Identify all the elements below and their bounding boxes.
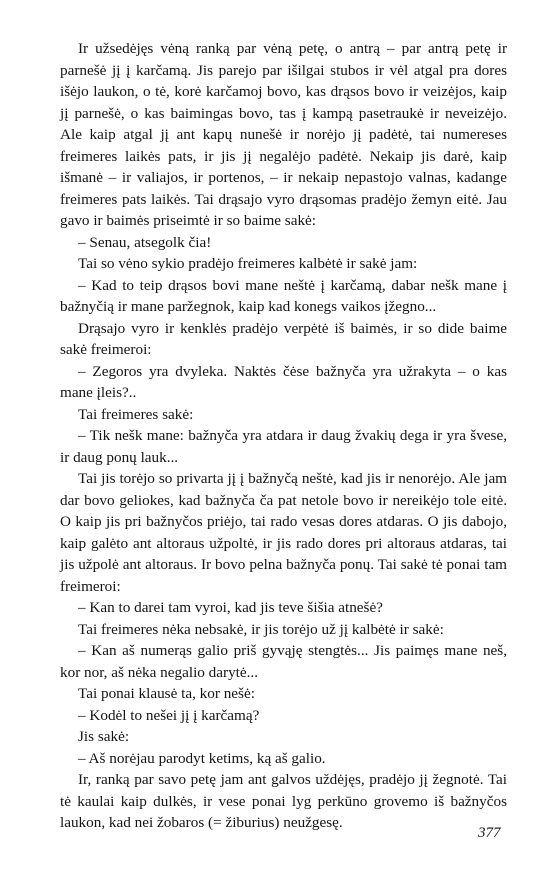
paragraph-8: – Tik nešk mane: bažnyča yra atdara ir daug žvakių dega ir yra švese, ir daug ponų lauk... [60,427,507,466]
paragraph-7: Tai freimeres sakė: [78,405,194,423]
page-number: 377 [478,825,501,841]
paragraph-15: Jis sakė: [78,728,130,745]
paragraph-17: Ir, ranką par savo petę jam ant galvos uždėjęs, pradėjo jį žegnotė. Tai tė kaulai kaip dulkės, ir vese ponai lyg perkūno grovemo iš bažnyčos laukon, kad nei žobaros (= žiburius) neužgesę. [60,771,507,831]
paragraph-6: – Zegoros yra dvyleka. Naktės čėse bažnyča yra užrakyta – o kas mane įleis?.. [60,362,507,401]
paragraph-12: – Kan aš numerąs galio priš gyvąję stengtės... Jis paimęs mane neš, kor nor, aš nėka negalio darytė... [60,642,507,681]
paragraph-16: – Aš norėjau parodyt ketims, ką aš galio. [78,749,326,767]
paragraph-10: – Kan to darei tam vyroi, kad jis teve šišia atnešė? [78,599,383,616]
paragraph-1: Ir užsedėjęs vėną ranką par vėną petę, o antrą – par antrą petę ir parnešė jį į karčamą. Jis parejo par išilgai stubos ir vėl atgal pra dores išėjo laukon, o tė, korė karčamoj bovo, kas drąsos bovo ir veizėjos, kaip jį parnešė, o kas baimingas bovo, tas į kampą pasetraukė ir neveizėjo. Ale kaip atgal jį ant kapų nunešė ir norėjo jį padėtė, tai numereses freimeres laikės pats, ir jis jį negalėjo padėtė. Nekaip jis darė, kaip išmanė – ir valiajos, ir portenos, – ir nekaip nepastojo valnas, kadange freimeres pats laikės. Tai drąsajo vyro drąsomas pradėjo žemyn eitė. Jau gavo ir baimės priseimtė ir so baime sakė: [60,40,507,229]
page-body [60,38,507,834]
paragraph-9: Tai jis torėjo so privarta jį į bažnyčą neštė, kad jis ir nenorėjo. Ale jam dar bovo geliokes, kad bažnyča ča pat netole bovo ir nereikėjo tole eitė. O kaip jis pri bažnyčos priėjo, tai rado vesas dores atdaras. O jis dabojo, kaip galėto ant altoraus užpoltė, ir jis rado dores pri altoraus atdaras, tai jis užpolė ant altoraus. Ir bovo pelna bažnyča ponų. Tai sakė tė ponai tam freimeroi: [60,470,507,595]
paragraph-4: – Kad to teip drąsos bovi mane neštė į karčamą, dabar nešk mane į bažnyčią ir mane paržegnok, kaip kad konegs vaikos įžegno... [60,276,507,315]
paragraph-2: – Senau, atsegolk čia! [78,233,212,251]
paragraph-13: Tai ponai klausė ta, kor nešė: [78,685,255,702]
paragraph-3: Tai so vėno sykio pradėjo freimeres kalbėtė ir sakė jam: [78,255,418,272]
paragraph-5: Drąsajo vyro ir kenklės pradėjo verpėtė iš baimės, ir so dide baime sakė freimeroi: [60,319,507,358]
paragraph-14: – Kodėl to nešei jį į karčamą? [78,706,260,724]
paragraph-11: Tai freimeres nėka nebsakė, ir jis torėjo už jį kalbėtė ir sakė: [78,620,444,638]
